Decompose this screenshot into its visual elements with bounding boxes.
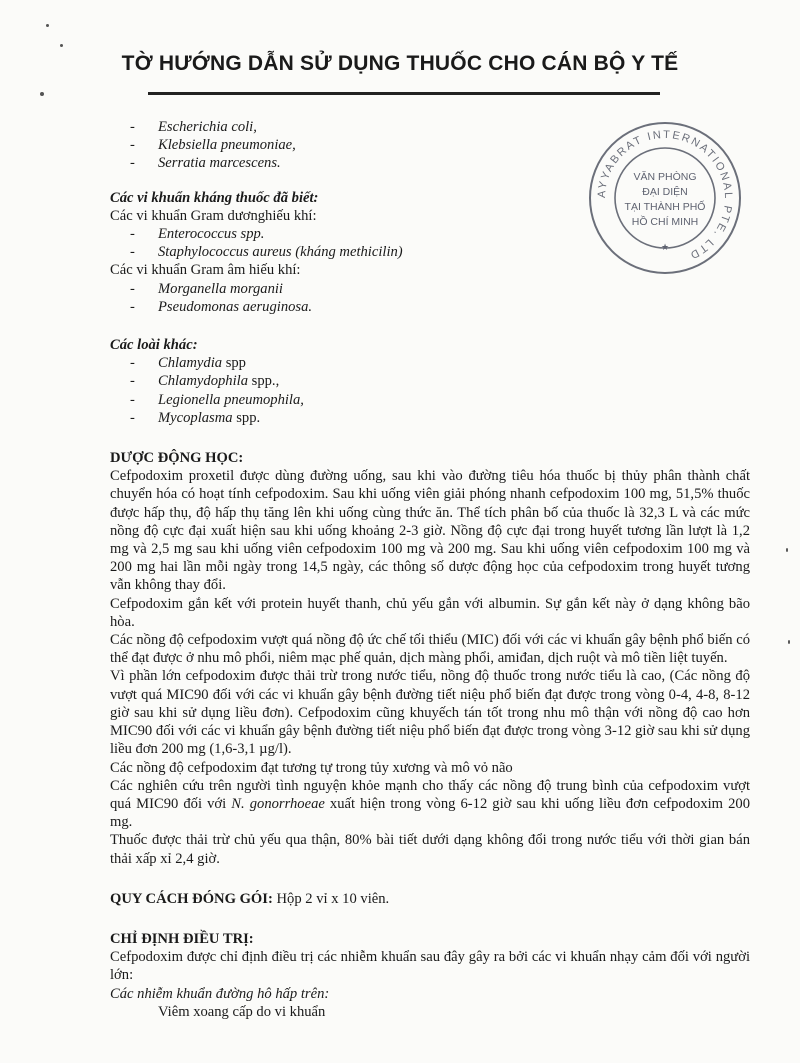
page-title: TỜ HƯỚNG DẪN SỬ DỤNG THUỐC CHO CÁN BỘ Y TẾ — [121, 52, 679, 75]
indications-heading: CHỈ ĐỊNH ĐIỀU TRỊ: — [110, 930, 254, 947]
pk-paragraph-2: Cefpodoxim gắn kết với protein huyết thanh, chủ yếu gắn với albumin. Sự gắn kết này ở dạng không bão hòa. — [110, 595, 750, 630]
gram-positive-label: Các vi khuẩn Gram dươnghiếu khí: — [110, 207, 317, 224]
pk-paragraph-7: Thuốc được thải trừ chủ yếu qua thận, 80% bài tiết dưới dạng không đổi trong nước tiểu với thời gian bán thải xấp xỉ 2,4 giờ. — [110, 832, 750, 867]
list-item: - Morganella morganii — [130, 280, 283, 297]
stamp-ring-text: AYYABRAT INTERNATIONAL PTE. LTD — [595, 128, 735, 262]
organism-list-top — [110, 118, 750, 173]
pk-paragraph-6: Các nghiên cứu trên người tình nguyện khỏe mạnh cho thấy các nồng độ trung bình của cefpodoxim vượt quá MIC90 đối với N. gonorrhoeae xuất hiện trong vòng 6-12 giờ sau khi uống liều đơn cefpodoxim 200 mg. — [110, 777, 750, 831]
title-underline — [148, 92, 660, 95]
document-body — [110, 118, 750, 1020]
packaging-line — [110, 890, 750, 908]
gram-negative-label: Các vi khuẩn Gram âm hiếu khí: — [110, 262, 301, 279]
pk-paragraph-5: Các nồng độ cefpodoxim đạt tương tự trong tủy xương và mô vỏ não — [110, 759, 513, 776]
list-item: - Staphylococcus aureus (kháng methicilin) — [130, 244, 403, 261]
list-item: - Enterococcus spp. — [130, 226, 265, 243]
others-heading: Các loài khác: — [110, 337, 198, 354]
list-item: - Serratia marcescens. — [130, 155, 281, 172]
list-item: - Chlamydia spp — [130, 355, 246, 372]
pk-paragraph-1: Cefpodoxim proxetil được dùng đường uống, sau khi vào đường tiêu hóa thuốc bị thủy phân thành chất chuyển hóa có hoạt tính cefpodoxim. Sau khi uống viên giải phóng nhanh cefpodoxim 100 mg, 51,5% thuốc được hấp thụ, độ hấp thụ tăng lên khi uống cùng thức ăn. Thể tích phân bố của thuốc là 32,3 L và các mức nồng độ cực đại xuất hiện sau khi uống khoảng 2-3 giờ. Nồng độ cực đại trong huyết tương lần lượt là 1,2 mg và 2,5 mg sau khi uống viên cefpodoxim 100 mg và 200 mg. Sau khi uống viên cefpodoxim 100 mg và 200 mg hai lần mỗi ngày trong 14,5 ngày, các thông số dược động học của cefpodoxim trong huyết tương vẫn không thay đổi. — [110, 468, 750, 594]
others-list — [110, 354, 750, 427]
pharmacokinetics-heading: DƯỢC ĐỘNG HỌC: — [110, 450, 244, 467]
scan-speck — [46, 24, 49, 27]
stamp-line-1: VĂN PHÒNG — [633, 171, 697, 183]
list-item: - Pseudomonas aeruginosa. — [130, 298, 313, 315]
scan-speck — [60, 44, 63, 47]
indications-cut-line: Viêm xoang cấp do vi khuẩn — [158, 1003, 326, 1020]
list-item: - Mycoplasma spp. — [130, 409, 261, 426]
indications-subheading: Các nhiễm khuẩn đường hô hấp trên: — [110, 985, 330, 1002]
stamp-star: ★ — [660, 242, 670, 252]
list-item: - Chlamydophila spp., — [130, 373, 280, 390]
list-item: - Klebsiella pneumoniae, — [130, 137, 296, 154]
pk-paragraph-3: Các nồng độ cefpodoxim vượt quá nồng độ ức chế tối thiểu (MIC) đối với các vi khuẩn gây bệnh phổ biến có thể đạt được ở nhu mô phổi, niêm mạc phế quản, dịch màng phổi, amiđan, dịch ruột và mô tiền liệt tuyến. — [110, 632, 750, 667]
stamp-line-4: HỒ CHÍ MINH — [631, 216, 699, 228]
stamp-line-3: TẠI THÀNH PHỐ — [624, 201, 706, 213]
stamp-line-2: ĐẠI DIỆN — [642, 186, 688, 198]
scan-speck — [40, 92, 44, 96]
scan-speck — [786, 548, 788, 552]
scan-speck — [788, 640, 790, 644]
indications-paragraph: Cefpodoxim được chỉ định điều trị các nhiễm khuẩn sau đây gây ra bởi các vi khuẩn nhạy cảm đối với người lớn: — [110, 949, 750, 984]
gram-positive-list — [110, 225, 750, 261]
gram-negative-list — [110, 280, 750, 316]
pk-paragraph-4: Vì phần lớn cefpodoxim được thải trừ trong nước tiểu, nồng độ thuốc trong nước tiểu là cao, (Các nồng độ vượt quá MIC90 đối với các vi khuẩn gây bệnh đường tiết niệu phổ biến đạt được trong vòng 0-4, 4-8, 8-12 giờ sau khi sử dụng liều đơn). Cefpodoxim cũng khuyếch tán tốt trong nhu mô thận với nồng độ cao hơn MIC90 đối với các vi khuẩn gây bệnh đường tiết niệu phổ biến đạt được trong vòng 3-12 giờ sau khi sử dụng liều đơn 200 mg (1,6-3,1 µg/l). — [110, 668, 750, 758]
packaging-label: QUY CÁCH ĐÓNG GÓI: — [110, 890, 273, 907]
list-item: - Escherichia coli, — [130, 119, 257, 135]
packaging-value: Hộp 2 vỉ x 10 viên. — [272, 890, 390, 907]
resistant-heading: Các vi khuẩn kháng thuốc đã biết: — [110, 189, 319, 206]
list-item: - Legionella pneumophila, — [130, 391, 304, 408]
